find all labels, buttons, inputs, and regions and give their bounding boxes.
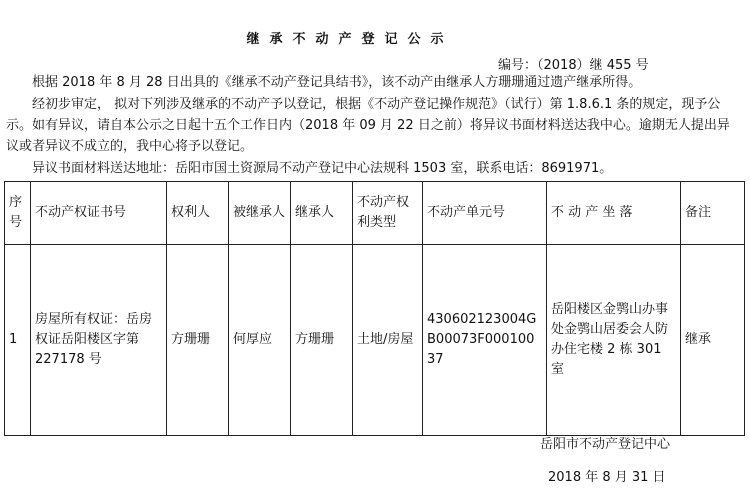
cell-decedent: 何厚应 <box>229 245 291 436</box>
table-row <box>5 245 745 436</box>
header-heir: 继承人 <box>291 182 353 245</box>
cell-remarks: 继承 <box>681 245 745 436</box>
header-right-type: 不动产权利类型 <box>353 182 423 245</box>
header-decedent: 被继承人 <box>229 182 291 245</box>
cell-heir: 方珊珊 <box>291 245 353 436</box>
header-certificate-number: 不动产权证书号 <box>31 182 167 245</box>
cell-index: 1 <box>5 245 31 436</box>
issuing-organization: 岳阳市不动产登记中心 <box>540 437 671 452</box>
header-right-holder: 权利人 <box>167 182 229 245</box>
cell-unit-number: 430602123004GB00073F00010037 <box>423 245 547 436</box>
paragraph-inheritance-basis: 根据 2018 年 8 月 28 日出具的《继承不动产登记具结书》，该不动产由继承人方珊珊通过遗产继承所得。 <box>32 75 642 90</box>
header-remarks: 备注 <box>681 182 745 245</box>
cell-location: 岳阳楼区金鹗山办事处金鹗山居委会人防办住宅楼 2 栋 301 室 <box>547 245 681 436</box>
issue-date: 2018 年 8 月 31 日 <box>548 470 666 485</box>
header-location: 不 动 产 坐 落 <box>547 182 681 245</box>
header-index: 序号 <box>5 182 31 245</box>
paragraph-objection-address: 异议书面材料送达地址：岳阳市国土资源局不动产登记中心法规科 1503 室，联系电话：8691971。 <box>32 161 613 176</box>
property-table <box>4 181 745 436</box>
page-title: 继承不动产登记公示 <box>246 32 454 47</box>
cell-right-holder: 方珊珊 <box>167 245 229 436</box>
paragraph-objection-notice: 经初步审定， 拟对下列涉及继承的不动产予以登记，根据《不动产登记操作规范》（试行）第 1.8.6.1 条的规定，现予公示。如有异议，请自本公示之日起十五个工作日内（2018 年 09 月 22 日之前）将异议书面材料送达我中心。逾期无人提出异议或者异议不成立的，我中心将予以登记。 <box>6 97 730 154</box>
cell-right-type: 土地/房屋 <box>353 245 423 436</box>
table-header-row <box>5 182 745 245</box>
document-number: 编号：（2018）继 455 号 <box>498 58 649 73</box>
cell-certificate-number: 房屋所有权证：岳房权证岳阳楼区字第 227178 号 <box>31 245 167 436</box>
header-unit-number: 不动产单元号 <box>423 182 547 245</box>
